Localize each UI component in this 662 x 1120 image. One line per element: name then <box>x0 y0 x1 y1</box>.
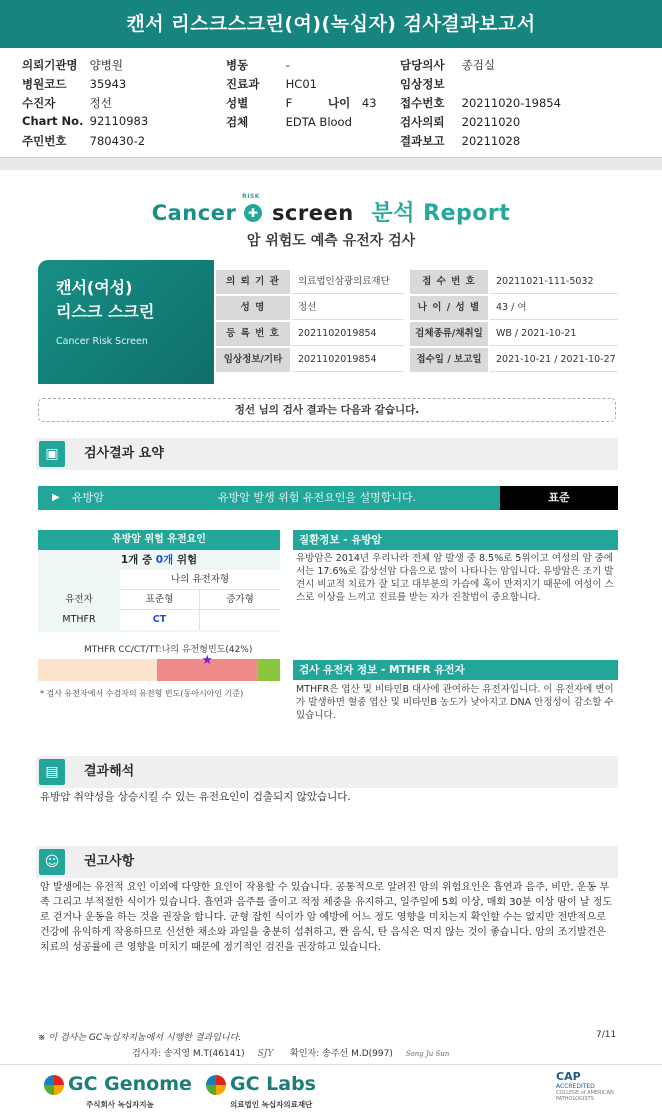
grid-label: 검체종류/채취일 <box>410 322 488 346</box>
gene-info-text: MTHFR은 엽산 및 비타민B 대사에 관여하는 유전자입니다. 이 유전자에 변이가 발생하면 혈중 엽산 및 비타민B 농도가 낮아지고 DNA 안정성이 감소할 수 있습니다. <box>296 684 614 721</box>
inspector: 검사자: 송지영 M.T(46141) <box>132 1049 245 1059</box>
genotype-increased-empty <box>200 610 280 630</box>
test-card <box>38 260 214 384</box>
card-line2: 리스크 스크린 <box>56 302 155 321</box>
page-number: 7/11 <box>596 1030 617 1040</box>
gc-genome-logo: GC Genome <box>44 1073 192 1095</box>
cap-accredited-logo: CAP ACCREDITED COLLEGE of AMERICAN PATHOLOGISTS <box>556 1070 614 1102</box>
patient-info-header <box>0 52 662 158</box>
confirmer: 확인자: 송주선 M.D(997) <box>290 1049 393 1059</box>
section-interpretation-title: 결과해석 <box>84 764 135 779</box>
signatures <box>132 1046 449 1059</box>
section-recommendation-title: 권고사항 <box>84 854 135 869</box>
grid-label: 등 록 번 호 <box>216 322 290 346</box>
grid-label: 성 명 <box>216 296 290 320</box>
table-row <box>38 610 280 630</box>
freq-segment-tt <box>258 659 280 681</box>
genotype-value: CT <box>120 610 200 630</box>
grid-value: 정선 <box>292 296 404 320</box>
field-ward: 병동 - <box>226 58 290 72</box>
field-chart-no: Chart No. 92110983 <box>22 114 149 128</box>
col-gene: 유전자 <box>65 594 93 605</box>
grid-label: 나 이 / 성 별 <box>410 296 488 320</box>
footer-note: ※ 이 검사는 GC녹십자지놈에서 시행한 결과입니다. <box>38 1033 242 1043</box>
section-recommendation <box>36 846 618 878</box>
risk-label: RISK <box>242 193 260 200</box>
risk-icon: ✚ RISK <box>244 202 264 222</box>
grid-label: 의 뢰 기 관 <box>216 270 290 294</box>
field-hospital-code: 병원코드 35943 <box>22 77 127 91</box>
field-age: 나이 43 <box>328 96 377 110</box>
grid-value: 20211021-111-5032 <box>490 270 618 294</box>
freq-segment-cc <box>38 659 157 681</box>
grid-label: 임상정보/기타 <box>216 348 290 372</box>
gc-labs-sub: 의료법인 녹십자의료재단 <box>230 1100 313 1109</box>
brand-screen: screen <box>271 201 354 225</box>
clipboard-icon: ▤ <box>39 759 65 785</box>
divider-band <box>0 158 662 170</box>
field-clinical-info: 임상정보 <box>400 77 445 91</box>
star-marker-icon: ★ <box>201 653 214 668</box>
card-line1: 캔서(여성) <box>56 278 133 297</box>
grid-value: WB / 2021-10-21 <box>490 322 618 346</box>
grid-label: 접수일 / 보고일 <box>410 348 488 372</box>
field-resident-no: 주민번호 780430-2 <box>22 134 146 148</box>
risk-table-title: 유방암 위험 유전요인 <box>38 530 280 550</box>
confirmer-signature: Song Ju Sun <box>405 1050 450 1058</box>
cancer-name: 유방암 <box>72 491 104 504</box>
col-standard: 표준형 <box>120 590 200 610</box>
gc-labs-logo: GC Labs <box>206 1073 316 1095</box>
frequency-note: * 검사 유전자에서 수검자의 유전형 빈도(동아시아인 기준) <box>40 689 244 698</box>
field-request-date: 검사의뢰 20211020 <box>400 115 521 129</box>
gene-info-title: 검사 유전자 정보 - MTHFR 유전자 <box>293 660 618 680</box>
gc-cross-icon <box>44 1075 64 1095</box>
gene-name: MTHFR <box>62 614 96 625</box>
field-department: 진료과 HC01 <box>226 77 317 91</box>
section-summary <box>36 438 618 470</box>
risk-count: 1개 중 0개 위험 <box>120 554 198 566</box>
frequency-label: MTHFR CC/CT/TT:나의 유전형빈도(42%) <box>84 645 253 655</box>
section-summary-title: 검사결과 요약 <box>84 446 164 461</box>
recommendation-text: 암 발생에는 유전적 요인 이외에 다양한 요인이 작용할 수 있습니다. 공통적으로 알려진 암의 위험요인은 흡연과 음주, 비만, 운동 부족 그리고 부적절한 식이가 있습니다. 흡연과 음주를 줄이고 적정 체중을 유지하고, 일주일에 5회 이상, 매회 30분 이상 땀이 날 정도로 걷거나 운동을 하는 것을 권장을 합니다. 균형 잡힌 식이가 암 예방에 어느 정도 영향을 미치는지 확인할 수는 없지만 전반적으로 건강에 유익하게 작용하므로 신선한 채소와 과일을 충분히 섭취하고, 짠 음식, 탄 음식은 먹지 않는 것이 좋습니다. 암의 조기발견은 치료의 성공률에 큰 영향을 미치기 때문에 정기적인 검진을 권장하고 있습니다. <box>40 882 613 953</box>
brand-report: 분석 Report <box>371 201 511 226</box>
col-increased: 증가형 <box>200 590 280 610</box>
field-sex: 성별 F <box>226 96 293 110</box>
grid-value: 의료법인삼광의료재단 <box>292 270 404 294</box>
grid-value: 2021-10-21 / 2021-10-27 <box>490 348 618 372</box>
field-receipt-no: 접수번호 20211020-19854 <box>400 96 561 110</box>
field-requesting-org: 의뢰기관명 양병원 <box>22 58 123 72</box>
greeting: 정선 님의 검사 결과는 다음과 같습니다. <box>38 398 616 422</box>
inspector-signature: SJY <box>257 1049 274 1059</box>
disease-info-title: 질환정보 - 유방암 <box>293 530 618 550</box>
document-plus-icon: ▣ <box>39 441 65 467</box>
grid-value: 43 / 여 <box>490 296 618 320</box>
risk-table <box>38 550 280 632</box>
doctor-icon: ☺ <box>39 849 65 875</box>
info-grid <box>216 266 618 374</box>
field-doctor: 담당의사 종검실 <box>400 58 495 72</box>
grid-value: 2021102019854 <box>292 348 404 372</box>
play-icon: ▶ <box>52 492 60 503</box>
brand-title <box>0 193 662 227</box>
frequency-bar <box>38 653 280 681</box>
risk-status: 표준 <box>500 486 618 510</box>
field-patient: 수진자 정선 <box>22 96 112 110</box>
report-title: 캔서 리스크스크린(여)(녹십자) 검사결과보고서 <box>0 0 662 48</box>
grid-label: 접 수 번 호 <box>410 270 488 294</box>
breast-cancer-row <box>38 486 618 510</box>
interpretation-text: 유방암 취약성을 상승시킬 수 있는 유전요인이 검출되지 않았습니다. <box>40 791 351 803</box>
gc-genome-sub: 주식회사 녹십자지놈 <box>86 1100 154 1109</box>
card-line3: Cancer Risk Screen <box>56 336 148 347</box>
gc-cross-icon <box>206 1075 226 1095</box>
brand-cancer: Cancer <box>151 201 237 225</box>
grid-value: 2021102019854 <box>292 322 404 346</box>
cancer-desc: 유방암 발생 위험 유전요인을 설명합니다. <box>218 491 417 504</box>
disease-info-text: 유방암은 2014년 우리나라 전체 암 발생 중 8.5%로 5위이고 여성의 암 중에서는 17.6%로 갑상선암 다음으로 많이 나타나는 암입니다. 유방암은 조기 발견시 비교적 치료가 잘 되고 대부분의 가슴에 혹이 만져지기 때문에 여성이 스스로 이상을 느끼고 진료를 받는 자가 진찰법이 중요합니다. <box>296 553 614 603</box>
section-interpretation <box>36 756 618 788</box>
subtitle: 암 위험도 예측 유전자 검사 <box>246 233 416 249</box>
my-genotype-header: 나의 유전자형 <box>120 570 280 590</box>
field-specimen: 검체 EDTA Blood <box>226 115 352 129</box>
field-report-date: 결과보고 20211028 <box>400 134 521 148</box>
